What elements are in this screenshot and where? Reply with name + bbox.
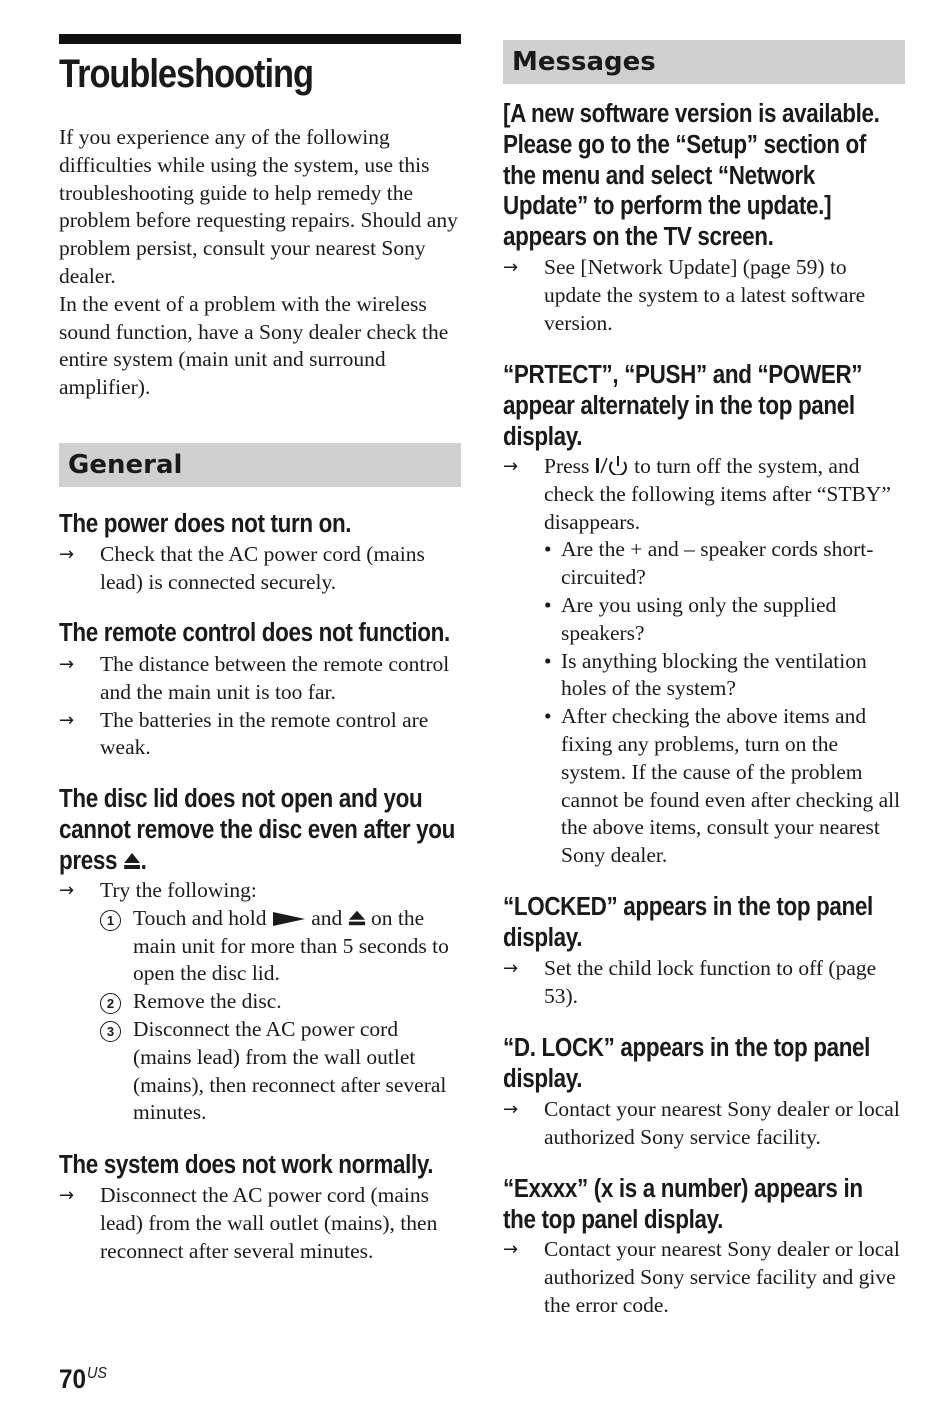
check-item bbox=[503, 648, 905, 704]
step-item bbox=[59, 905, 461, 988]
heading-line: cannot remove the disc even after you bbox=[59, 815, 456, 844]
step-text: Disconnect the AC power cord (mains lead) from the wall outlet (mains), then reconnect after several minutes. bbox=[133, 1016, 447, 1125]
answer-item bbox=[503, 453, 905, 536]
arrow-icon: → bbox=[503, 456, 519, 477]
bullet: • bbox=[544, 592, 552, 617]
step-item bbox=[59, 988, 461, 1016]
eject-icon bbox=[348, 905, 366, 933]
answer-item bbox=[59, 651, 461, 707]
answer-item bbox=[503, 1096, 905, 1152]
bullet: • bbox=[544, 648, 552, 673]
intro-paragraph-2: In the event of a problem with the wireless sound function, have a Sony dealer check the entire system (main unit and surround amplifier). bbox=[59, 291, 449, 400]
answer-software-version bbox=[503, 254, 905, 337]
answer-item bbox=[503, 955, 905, 1011]
answer-text: The distance between the remote control and the main unit is too far. bbox=[100, 652, 450, 704]
answer-item bbox=[503, 1236, 905, 1319]
heading-text: . bbox=[140, 846, 147, 875]
check-text: Are the + and – speaker cords short-circuited? bbox=[561, 537, 874, 590]
answer-text: See [Network Update] (page 59) to update the system to a latest software version. bbox=[544, 255, 866, 335]
heading-line: The disc lid does not open and you bbox=[59, 785, 423, 813]
answer-item bbox=[503, 254, 905, 337]
answer-text: to turn off the system, and check the following items after “STBY” disappears. bbox=[544, 454, 891, 534]
answer-d-lock bbox=[503, 1096, 905, 1152]
play-icon bbox=[272, 905, 306, 933]
check-item bbox=[503, 592, 905, 648]
answer-disc-lid bbox=[59, 877, 461, 1127]
check-item bbox=[503, 536, 905, 592]
answer-power bbox=[59, 541, 461, 597]
heading-prtect: “PRTECT”, “PUSH” and “POWER” appear alternately in the top panel display. bbox=[503, 361, 863, 451]
title-rule bbox=[59, 34, 461, 44]
arrow-icon: → bbox=[59, 880, 75, 901]
heading-locked: “LOCKED” appears in the top panel display. bbox=[503, 893, 873, 952]
check-item bbox=[503, 703, 905, 870]
step-text: and bbox=[305, 905, 348, 930]
page-title: Troubleshooting bbox=[59, 52, 313, 96]
eject-icon bbox=[123, 846, 141, 877]
intro-text bbox=[59, 124, 461, 402]
page-number-value: 70 bbox=[59, 1364, 87, 1394]
answer-text: The batteries in the remote control are weak. bbox=[100, 707, 429, 760]
answer-text: Set the child lock function to off (page 53). bbox=[544, 956, 877, 1008]
step-text: Touch and hold bbox=[133, 905, 272, 930]
heading-software-version: [A new software version is available. Please go to the “Setup” section of the menu and select “Network Update” to perform the update.] appears on the TV screen. bbox=[503, 100, 880, 252]
arrow-icon: → bbox=[503, 257, 519, 278]
page-number-suffix: US bbox=[86, 1365, 107, 1382]
answer-locked bbox=[503, 955, 905, 1011]
answer-remote bbox=[59, 651, 461, 762]
heading-power: The power does not turn on. bbox=[59, 510, 352, 538]
answer-system bbox=[59, 1182, 461, 1265]
answer-text: Contact your nearest Sony dealer or local authorized Sony service facility and give the error code. bbox=[544, 1237, 900, 1317]
section-band-general: General bbox=[59, 443, 461, 487]
answer-text: Press bbox=[544, 454, 595, 478]
bullet: • bbox=[544, 704, 552, 729]
answer-text: Try the following: bbox=[100, 878, 257, 902]
heading-disc-lid bbox=[59, 784, 464, 876]
answer-item bbox=[59, 707, 461, 763]
heading-d-lock: “D. LOCK” appears in the top panel display. bbox=[503, 1034, 871, 1093]
answer-text: Contact your nearest Sony dealer or local authorized Sony service facility. bbox=[544, 1097, 900, 1149]
check-text: Is anything blocking the ventilation holes of the system? bbox=[561, 648, 867, 701]
answer-text: Disconnect the AC power cord (mains lead) from the wall outlet (mains), then reconnect after several minutes. bbox=[100, 1183, 438, 1263]
arrow-icon: → bbox=[503, 1099, 519, 1120]
step-number: 1 bbox=[100, 910, 121, 931]
step-item bbox=[59, 1016, 461, 1127]
bullet: • bbox=[544, 537, 552, 562]
answer-text: Check that the AC power cord (mains lead) is connected securely. bbox=[100, 542, 425, 594]
arrow-icon: → bbox=[503, 1239, 519, 1260]
step-text: on the main unit for more than 5 seconds to open the disc lid. bbox=[133, 905, 449, 986]
heading-exxxx: “Exxxx” (x is a number) appears in the top panel display. bbox=[503, 1175, 863, 1234]
answer-item bbox=[59, 877, 461, 905]
answer-exxxx bbox=[503, 1236, 905, 1319]
answer-prtect bbox=[503, 453, 905, 870]
check-text: Are you using only the supplied speakers? bbox=[561, 592, 837, 645]
page-number bbox=[59, 1364, 107, 1395]
step-number: 3 bbox=[100, 1021, 121, 1042]
arrow-icon: → bbox=[59, 544, 75, 565]
check-text: After checking the above items and fixing any problems, turn on the system. If the cause of the problem cannot be found even after checking all the above items, consult your nearest Sony dealer. bbox=[561, 704, 901, 868]
heading-text: press bbox=[59, 846, 124, 875]
arrow-icon: → bbox=[59, 1185, 75, 1206]
answer-item bbox=[59, 1182, 461, 1265]
step-text: Remove the disc. bbox=[133, 989, 282, 1014]
answer-item bbox=[59, 541, 461, 597]
heading-system: The system does not work normally. bbox=[59, 1151, 434, 1179]
intro-paragraph-1: If you experience any of the following difficulties while using the system, use this troubleshooting guide to help remedy the problem before requesting repairs. Should any problem persist, consult your nearest Sony dealer. bbox=[59, 125, 458, 288]
heading-line bbox=[59, 846, 464, 877]
arrow-icon: → bbox=[59, 709, 75, 731]
heading-remote: The remote control does not function. bbox=[59, 619, 450, 647]
power-icon bbox=[595, 453, 629, 481]
step-number: 2 bbox=[100, 993, 121, 1014]
arrow-icon: → bbox=[59, 654, 75, 675]
arrow-icon: → bbox=[503, 958, 519, 979]
section-band-messages: Messages bbox=[503, 40, 905, 84]
